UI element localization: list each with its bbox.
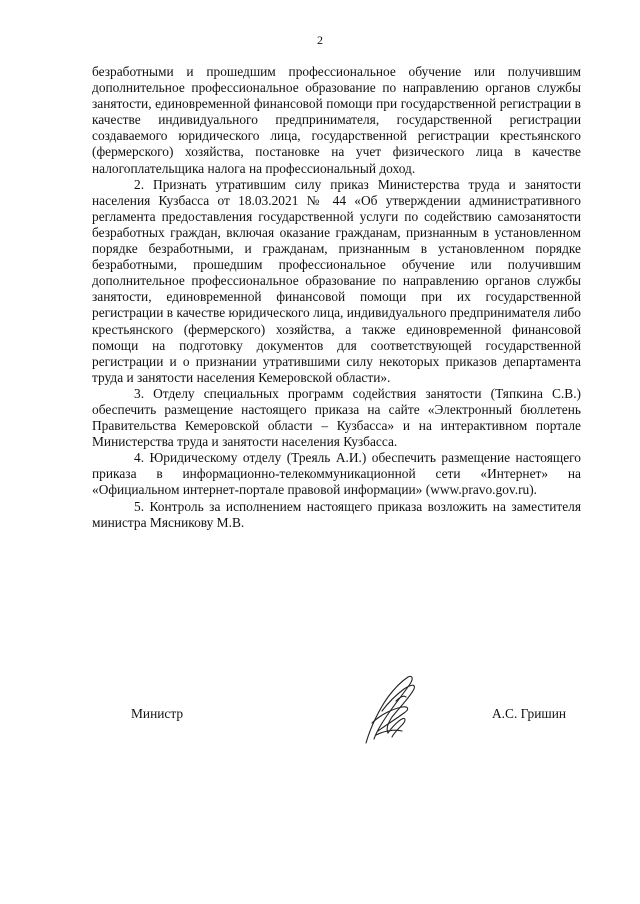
- page-number: 2: [317, 33, 323, 47]
- handwritten-signature: [352, 671, 430, 749]
- paragraph-item-4: 4. Юридическому отделу (Треяль А.И.) обеспечить размещение настоящего приказа в информационно-телекоммуникационной сети «Интернет» на «Официальном интернет-портале правовой информации» (www.pravo.gov.ru).: [92, 450, 581, 498]
- document-body: [92, 64, 581, 531]
- paragraph-item-2: 2. Признать утратившим силу приказ Министерства труда и занятости населения Кузбасса от 18.03.2021 № 44 «Об утверждении административного регламента предоставления государственной услуги по содействию самозанятости безработных граждан, включая оказание гражданам, признанным в установленном порядке безработными, и гражданам, признанным в установленном порядке безработными, прошедшим профессиональное обучение или получившим дополнительное профессиональное образование по направлению органов службы занятости, единовременной финансовой помощи при их государственной регистрации в качестве юридического лица, индивидуального предпринимателя либо крестьянского (фермерского) хозяйства, а также единовременной финансовой помощи на подготовку документов для соответствующей государственной регистрации и о признании утратившими силу некоторых приказов департамента труда и занятости населения Кемеровской области».: [92, 176, 581, 385]
- signatory-name: А.С. Гришин: [492, 706, 567, 721]
- paragraph-item-3: 3. Отделу специальных программ содействия занятости (Тяпкина С.В.) обеспечить размещение настоящего приказа на сайте «Электронный бюллетень Правительства Кемеровской области – Кузбасса» и на интерактивном портале Министерства труда и занятости населения Кузбасса.: [92, 385, 581, 450]
- paragraph-item-5: 5. Контроль за исполнением настоящего приказа возложить на заместителя министра Мясникову М.В.: [92, 498, 581, 530]
- signatory-title: Министр: [131, 706, 184, 721]
- paragraph-continuation: безработными и прошедшим профессиональное обучение или получившим дополнительное профессиональное образование по направлению органов службы занятости, единовременной финансовой помощи при государственной регистрации в качестве индивидуального предпринимателя, государственной регистрации создаваемого юридического лица, государственной регистрации крестьянского (фермерского) хозяйства, постановке на учет физического лица в качестве налогоплательщика налога на профессиональный доход.: [92, 64, 581, 176]
- signature-block: [0, 700, 640, 760]
